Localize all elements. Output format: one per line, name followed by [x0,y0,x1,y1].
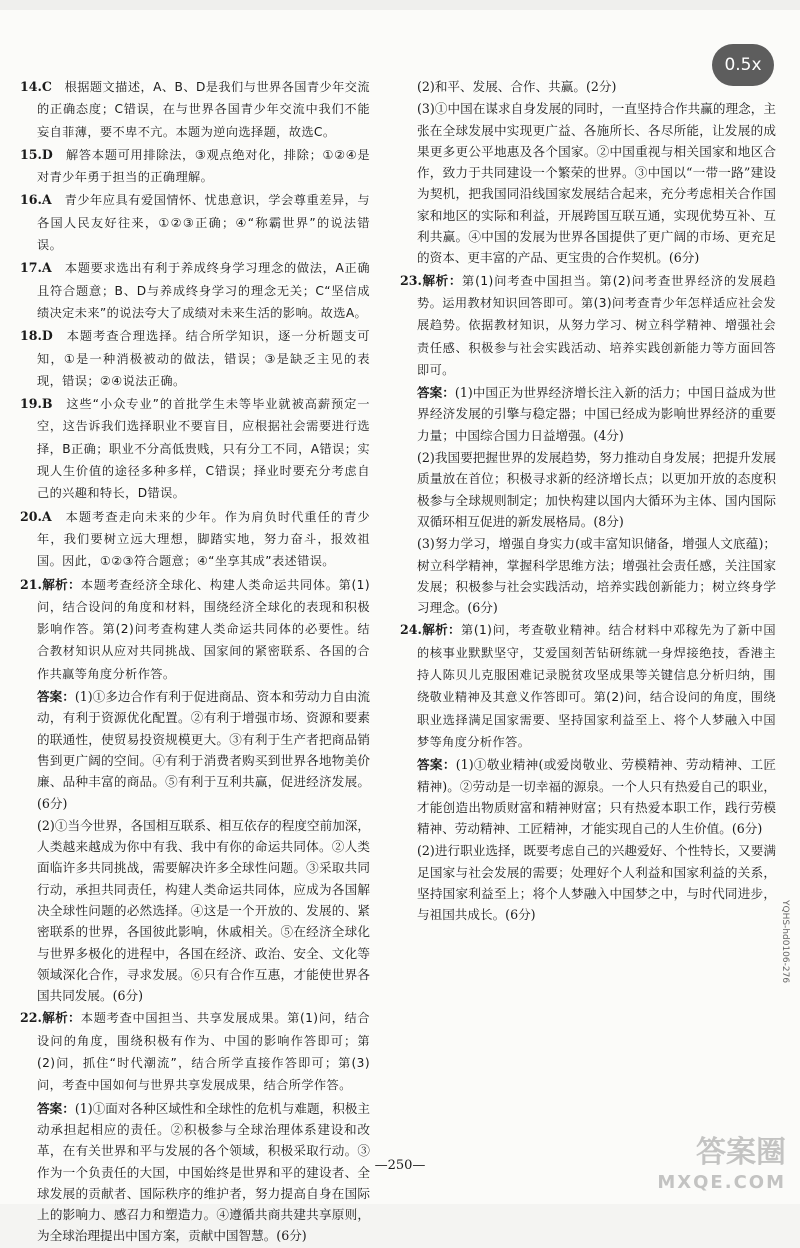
answer-22-part3: (3)①中国在谋求自身发展的同时，一直坚持合作共赢的理念，主张在全球发展中实现更广益、各施所长、各尽所能，让发展的成果更多更公平地惠及各个国家。②中国重视与相关国家和地区合作，致力于共同建设一个繁荣的世界。③中国以“一带一路”建设为契机，把我国同沿线国家发展结合起来，充分考虑相关合作国家和地区的实际和利益，开展跨国互联互通，实现优势互补、互利共赢。④中国的发展为世界各国提供了更广阔的市场、更充足的资本、更丰富的产品、更宝贵的合作契机。(6分) [417,101,776,266]
answer-21-key: 答案：(1)①多边合作有利于促进商品、资本和劳动力自由流动，有利于资源优化配置。②有利于增强市场、资源和要素的联通性，使贸易投资规模更大。③有利于生产者把商品销售到更广阔的空间。④有利于消费者购买到世界各地物美价廉、品种丰富的商品。⑤有利于互利共赢，促进经济发展。(6分) [37,689,371,811]
answer-17: 17.A 本题要求选出有利于养成终身学习理念的做法，A正确且符合题意；B、D与养成终身学习的理念无关；C“坚信成绩决定未来”的说法夸大了成绩对未来生活的影响。故选A。 [20,260,371,320]
site-watermark [657,1135,786,1198]
answer-23-analysis: 23.解析：第(1)问考查中国担当。第(2)问考查世界经济的发展趋势。运用教材知识回答即可。第(3)问考查青少年怎样适应社会发展趋势。依据教材知识，从努力学习、树立科学精神、增强社会责任感、积极参与社会实践活动、培养实践创新能力等方面回答即可。 [400,272,776,377]
answer-20: 20.A 本题考查走向未来的少年。作为肩负时代重任的青少年，我们要树立远大理想，脚踏实地，努力奋斗，报效祖国。因此，①②③符合题意；④“坐享其成”表述错误。 [20,508,371,569]
answer-24-analysis: 24.解析：第(1)问，考查敬业精神。结合材料中邓稼先为了新中国的核事业默默坚守，艾爱国刻苦钻研练就一身焊接绝技，香港主持人陈贝儿克服困难记录脱贫攻坚成果等关键信息分析归纳，围绕敬业精神及其意义作答即可。第(2)问，结合设问的角度，围绕职业选择满足国家需要、坚持国家利益至上、将个人梦融入中国梦等角度分析作答。 [400,622,776,749]
side-code: YQHS-hd0106-276 [780,900,790,984]
answer-19: 19.B 这些“小众专业”的首批学生未等毕业就被高薪预定一空，这告诉我们选择职业不要盲目，应根据社会需要进行选择，B正确；职业不分高低贵贱，只有分工不同，A错误；实现人生价值的途径多种多样，C错误；择业时要充分考虑自己的兴趣和特长，D错误。 [20,396,371,501]
page-number: —250— [374,1158,426,1173]
zoom-level-button[interactable]: 0.5x [712,44,774,86]
answer-14: 14.C 根据题文描述，A、B、D是我们与世界各国青少年交流的正确态度；C错误，在与世界各国青少年交流中我们不能妄自菲薄，要不卑不亢。本题为逆向选择题，故选C。 [20,79,371,139]
answer-24-key: 答案：(1)①敬业精神(或爱岗敬业、劳模精神、劳动精神、工匠精神)。②劳动是一切幸福的源泉。一个人只有热爱自己的职业，才能创造出物质财富和精神财富；只有热爱本职工作，践行劳模精神、劳动精神、工匠精神，才能实现自己的人生价值。(6分) [417,757,776,837]
answer-16: 16.A 青少年应具有爱国情怀、忧患意识，学会尊重差异，与各国人民友好往来，①②③正确；④“称霸世界”的说法错误。 [20,192,370,253]
answer-15: 15.D 解答本题可用排除法，③观点绝对化，排除；①②④是对青少年勇于担当的正确理解。 [20,146,371,185]
answer-23-part3: (3)努力学习，增强自身实力(或丰富知识储备，增强人文底蕴)；树立科学精神，掌握科学思维方法；增强社会责任感，关注国家发展；积极参与社会实践活动，培养实践创新能力；树立终身学习理念。(6分) [417,536,776,616]
answer-23-part2: (2)我国要把握世界的发展趋势，努力推动自身发展；把提升发展质量放在首位；积极寻求新的经济增长点；以更加开放的态度积极参与全球规则制定；加快构建以国内大循环为主体、国内国际双循环相互促进的新发展格局。(8分) [417,450,776,529]
answer-24-part2: (2)进行职业选择，既要考虑自己的兴趣爱好、个性特长，又要满足国家与社会发展的需要；处理好个人利益和国家利益的关系，坚持国家利益至上；将个人梦融入中国梦之中，与时代同进步，与祖国共成长。(6分) [417,843,776,923]
answer-21-analysis: 21.解析：本题考查经济全球化、构建人类命运共同体。第(1)问，结合设问的角度和材料，围绕经济全球化的表现和积极影响作答。第(2)问考查构建人类命运共同体的必要性。结合教材知识从应对共同挑战、国家间的紧密联系、各国的合作共赢等角度分析作答。 [20,576,370,681]
right-column [400,76,776,927]
viewer-top-bar [0,0,800,10]
answer-18: 18.D 本题考查合理选择。结合所学知识，逐一分析题支可知，①是一种消极被动的做法，错误；③是缺乏主见的表现，错误；②④说法正确。 [20,328,371,388]
answer-23-key: 答案：(1)中国正为世界经济增长注入新的活力；中国日益成为世界经济发展的引擎与稳定器；中国已经成为影响世界经济的重要力量；中国综合国力日益增强。(4分) [417,385,776,443]
answer-22-key: 答案：(1)①面对各种区域性和全球性的危机与难题，积极主动承担起相应的责任。②积极参与全球治理体系建设和改革，在有关世界和平与发展的各个领域，积极采取行动。③作为一个负责任的大国，中国始终是世界和平的建设者、全球发展的贡献者、国际秩序的维护者，努力提高自身在国际上的影响力、感召力和塑造力。④遵循共商共建共享原则，为全球治理提出中国方案，贡献中国智慧。(6分) [37,1100,371,1244]
watermark-line2: MXQE.COM [657,1172,786,1193]
answer-21-part2: (2)①当今世界，各国相互联系、相互依存的程度空前加深，人类越来越成为你中有我、我中有你的命运共同体。②人类面临许多共同挑战，需要解决许多全球性问题。③采取共同行动，承担共同责任，构建人类命运共同体，应成为各国解决全球性问题的必然选择。④这是一个开放的、发展的、紧密联系的世界，各国彼此影响，休戚相关。⑤在经济全球化与世界多极化的进程中，各国在经济、政治、安全、文化等领域深化合作，寻求发展。⑥只有合作互惠，才能使世界各国共同发展。(6分) [37,817,370,1004]
answer-22-analysis: 22.解析：本题考查中国担当、共享发展成果。第(1)问，结合设问的角度，围绕积极有作为、中国的影响作答即可；第(2)问，抓住“时代潮流”，结合所学直接作答即可；第(3)问，考查中国如何与世界共享发展成果，结合所学作答。 [20,1010,370,1093]
left-column [20,76,370,1248]
answer-22-part2: (2)和平、发展、合作、共赢。(2分) [417,79,617,94]
watermark-line1: 答案圈 [696,1135,786,1170]
